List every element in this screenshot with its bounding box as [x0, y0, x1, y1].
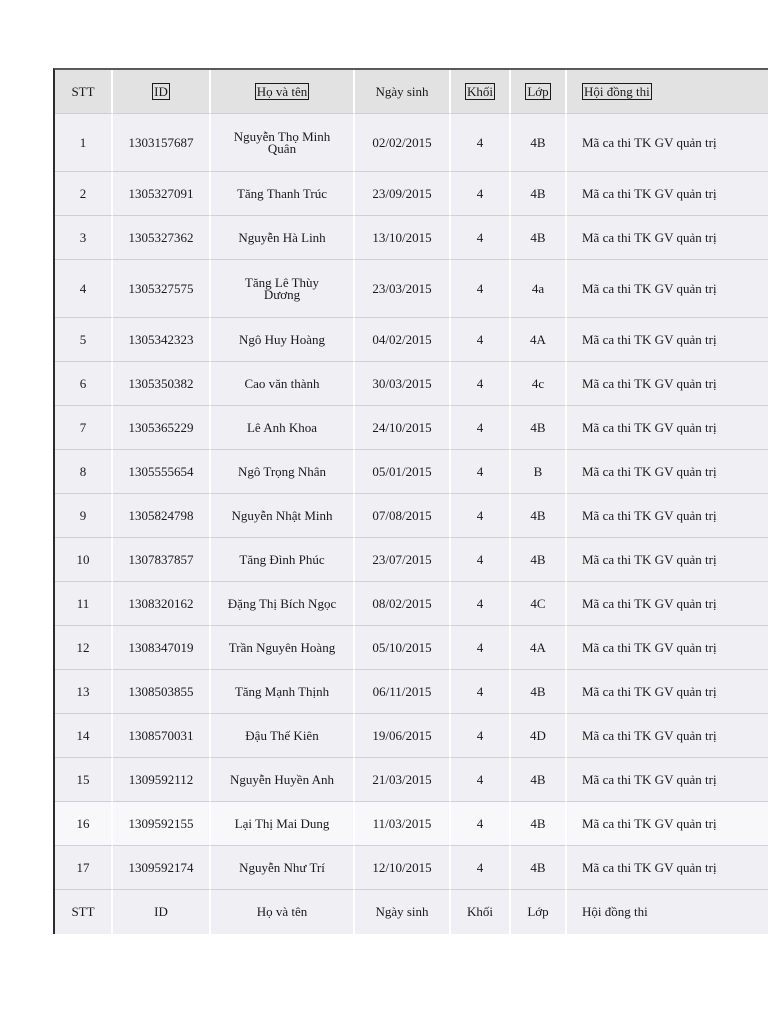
cell-id: 1303157687	[113, 114, 211, 172]
cell-id: 1305350382	[113, 362, 211, 406]
cell-grade: 4	[451, 670, 511, 714]
cell-id: 1307837857	[113, 538, 211, 582]
cell-council: Mã ca thi TK GV quản trị	[567, 318, 768, 362]
cell-name: Tăng Lê Thùy Dương	[211, 260, 355, 318]
cell-name: Trần Nguyên Hoàng	[211, 626, 355, 670]
cell-name: Ngô Trọng Nhân	[211, 450, 355, 494]
cell-council: Mã ca thi TK GV quản trị	[567, 714, 768, 758]
cell-grade: 4	[451, 216, 511, 260]
cell-name: Tăng Thanh Trúc	[211, 172, 355, 216]
table-row[interactable]	[55, 582, 768, 626]
table-row[interactable]	[55, 494, 768, 538]
cell-council: Mã ca thi TK GV quản trị	[567, 172, 768, 216]
cell-id: 1308570031	[113, 714, 211, 758]
cell-council: Mã ca thi TK GV quản trị	[567, 362, 768, 406]
footer-council: Hội đồng thi	[567, 890, 768, 934]
footer-name: Họ và tên	[211, 890, 355, 934]
cell-stt: 10	[55, 538, 113, 582]
cell-name: Lại Thị Mai Dung	[211, 802, 355, 846]
cell-id: 1305327362	[113, 216, 211, 260]
table-row[interactable]	[55, 538, 768, 582]
footer-id: ID	[113, 890, 211, 934]
cell-grade: 4	[451, 758, 511, 802]
student-table	[55, 70, 768, 934]
cell-stt: 17	[55, 846, 113, 890]
cell-name: Tăng Đình Phúc	[211, 538, 355, 582]
cell-name: Đậu Thế Kiên	[211, 714, 355, 758]
cell-grade: 4	[451, 172, 511, 216]
cell-grade: 4	[451, 260, 511, 318]
cell-grade: 4	[451, 582, 511, 626]
cell-dob: 13/10/2015	[355, 216, 451, 260]
cell-class: 4B	[511, 494, 567, 538]
cell-name: Nguyễn Thọ Minh Quân	[211, 114, 355, 172]
table-row[interactable]	[55, 714, 768, 758]
cell-stt: 15	[55, 758, 113, 802]
cell-dob: 23/07/2015	[355, 538, 451, 582]
cell-council: Mã ca thi TK GV quản trị	[567, 758, 768, 802]
cell-dob: 24/10/2015	[355, 406, 451, 450]
cell-id: 1305327575	[113, 260, 211, 318]
cell-stt: 5	[55, 318, 113, 362]
table-body	[55, 114, 768, 890]
cell-stt: 9	[55, 494, 113, 538]
table-row[interactable]	[55, 626, 768, 670]
cell-class: 4C	[511, 582, 567, 626]
cell-stt: 8	[55, 450, 113, 494]
cell-council: Mã ca thi TK GV quản trị	[567, 670, 768, 714]
cell-grade: 4	[451, 114, 511, 172]
cell-id: 1308347019	[113, 626, 211, 670]
footer-class: Lớp	[511, 890, 567, 934]
cell-id: 1308320162	[113, 582, 211, 626]
cell-name: Nguyễn Như Trí	[211, 846, 355, 890]
footer-stt: STT	[55, 890, 113, 934]
cell-council: Mã ca thi TK GV quản trị	[567, 626, 768, 670]
cell-id: 1309592155	[113, 802, 211, 846]
table-row[interactable]	[55, 260, 768, 318]
cell-council: Mã ca thi TK GV quản trị	[567, 450, 768, 494]
header-class[interactable]: Lớp	[511, 70, 567, 114]
table-row[interactable]	[55, 216, 768, 260]
cell-class: 4D	[511, 714, 567, 758]
header-id[interactable]: ID	[113, 70, 211, 114]
table-header-row	[55, 70, 768, 114]
cell-id: 1305824798	[113, 494, 211, 538]
cell-class: 4B	[511, 538, 567, 582]
cell-class: 4B	[511, 216, 567, 260]
table-row[interactable]	[55, 114, 768, 172]
cell-dob: 05/01/2015	[355, 450, 451, 494]
cell-stt: 6	[55, 362, 113, 406]
cell-name: Đặng Thị Bích Ngọc	[211, 582, 355, 626]
cell-dob: 11/03/2015	[355, 802, 451, 846]
header-grade[interactable]: Khối	[451, 70, 511, 114]
cell-class: 4A	[511, 626, 567, 670]
cell-dob: 02/02/2015	[355, 114, 451, 172]
cell-stt: 11	[55, 582, 113, 626]
table-row[interactable]	[55, 318, 768, 362]
cell-id: 1308503855	[113, 670, 211, 714]
cell-grade: 4	[451, 538, 511, 582]
cell-grade: 4	[451, 318, 511, 362]
cell-stt: 3	[55, 216, 113, 260]
cell-dob: 08/02/2015	[355, 582, 451, 626]
header-council[interactable]: Hội đồng thi	[567, 70, 768, 114]
cell-council: Mã ca thi TK GV quản trị	[567, 216, 768, 260]
cell-council: Mã ca thi TK GV quản trị	[567, 582, 768, 626]
cell-id: 1309592174	[113, 846, 211, 890]
cell-dob: 05/10/2015	[355, 626, 451, 670]
table-row[interactable]	[55, 846, 768, 890]
cell-dob: 23/09/2015	[355, 172, 451, 216]
header-stt: STT	[55, 70, 113, 114]
cell-dob: 06/11/2015	[355, 670, 451, 714]
table-row[interactable]	[55, 758, 768, 802]
cell-grade: 4	[451, 846, 511, 890]
cell-class: 4a	[511, 260, 567, 318]
cell-stt: 4	[55, 260, 113, 318]
cell-stt: 12	[55, 626, 113, 670]
table-row[interactable]	[55, 362, 768, 406]
cell-class: 4B	[511, 802, 567, 846]
cell-name: Tăng Mạnh Thịnh	[211, 670, 355, 714]
cell-name: Nguyễn Huyền Anh	[211, 758, 355, 802]
cell-stt: 7	[55, 406, 113, 450]
cell-dob: 19/06/2015	[355, 714, 451, 758]
cell-stt: 14	[55, 714, 113, 758]
cell-grade: 4	[451, 362, 511, 406]
cell-grade: 4	[451, 626, 511, 670]
cell-stt: 13	[55, 670, 113, 714]
cell-class: B	[511, 450, 567, 494]
student-table-container	[53, 68, 768, 934]
cell-name: Nguyễn Nhật Minh	[211, 494, 355, 538]
header-dob: Ngày sinh	[355, 70, 451, 114]
cell-class: 4B	[511, 846, 567, 890]
cell-dob: 12/10/2015	[355, 846, 451, 890]
cell-grade: 4	[451, 802, 511, 846]
cell-dob: 07/08/2015	[355, 494, 451, 538]
cell-id: 1305555654	[113, 450, 211, 494]
table-footer-row	[55, 890, 768, 934]
cell-class: 4A	[511, 318, 567, 362]
cell-class: 4B	[511, 670, 567, 714]
cell-stt: 16	[55, 802, 113, 846]
cell-council: Mã ca thi TK GV quản trị	[567, 494, 768, 538]
cell-grade: 4	[451, 450, 511, 494]
cell-council: Mã ca thi TK GV quản trị	[567, 260, 768, 318]
footer-grade: Khối	[451, 890, 511, 934]
footer-dob: Ngày sinh	[355, 890, 451, 934]
cell-grade: 4	[451, 714, 511, 758]
table-row[interactable]	[55, 172, 768, 216]
cell-dob: 21/03/2015	[355, 758, 451, 802]
cell-stt: 2	[55, 172, 113, 216]
cell-name: Ngô Huy Hoàng	[211, 318, 355, 362]
cell-dob: 23/03/2015	[355, 260, 451, 318]
cell-id: 1309592112	[113, 758, 211, 802]
cell-name: Lê Anh Khoa	[211, 406, 355, 450]
cell-dob: 30/03/2015	[355, 362, 451, 406]
table-row[interactable]	[55, 406, 768, 450]
cell-council: Mã ca thi TK GV quản trị	[567, 846, 768, 890]
cell-id: 1305342323	[113, 318, 211, 362]
cell-id: 1305327091	[113, 172, 211, 216]
table-row[interactable]	[55, 450, 768, 494]
cell-name: Nguyễn Hà Linh	[211, 216, 355, 260]
table-row[interactable]	[55, 670, 768, 714]
cell-class: 4c	[511, 362, 567, 406]
cell-council: Mã ca thi TK GV quản trị	[567, 802, 768, 846]
cell-class: 4B	[511, 406, 567, 450]
cell-id: 1305365229	[113, 406, 211, 450]
cell-grade: 4	[451, 494, 511, 538]
cell-council: Mã ca thi TK GV quản trị	[567, 538, 768, 582]
cell-class: 4B	[511, 114, 567, 172]
header-name[interactable]: Họ và tên	[211, 70, 355, 114]
cell-class: 4B	[511, 172, 567, 216]
table-row[interactable]	[55, 802, 768, 846]
cell-stt: 1	[55, 114, 113, 172]
cell-dob: 04/02/2015	[355, 318, 451, 362]
cell-name: Cao văn thành	[211, 362, 355, 406]
cell-council: Mã ca thi TK GV quản trị	[567, 406, 768, 450]
cell-grade: 4	[451, 406, 511, 450]
cell-class: 4B	[511, 758, 567, 802]
cell-council: Mã ca thi TK GV quản trị	[567, 114, 768, 172]
